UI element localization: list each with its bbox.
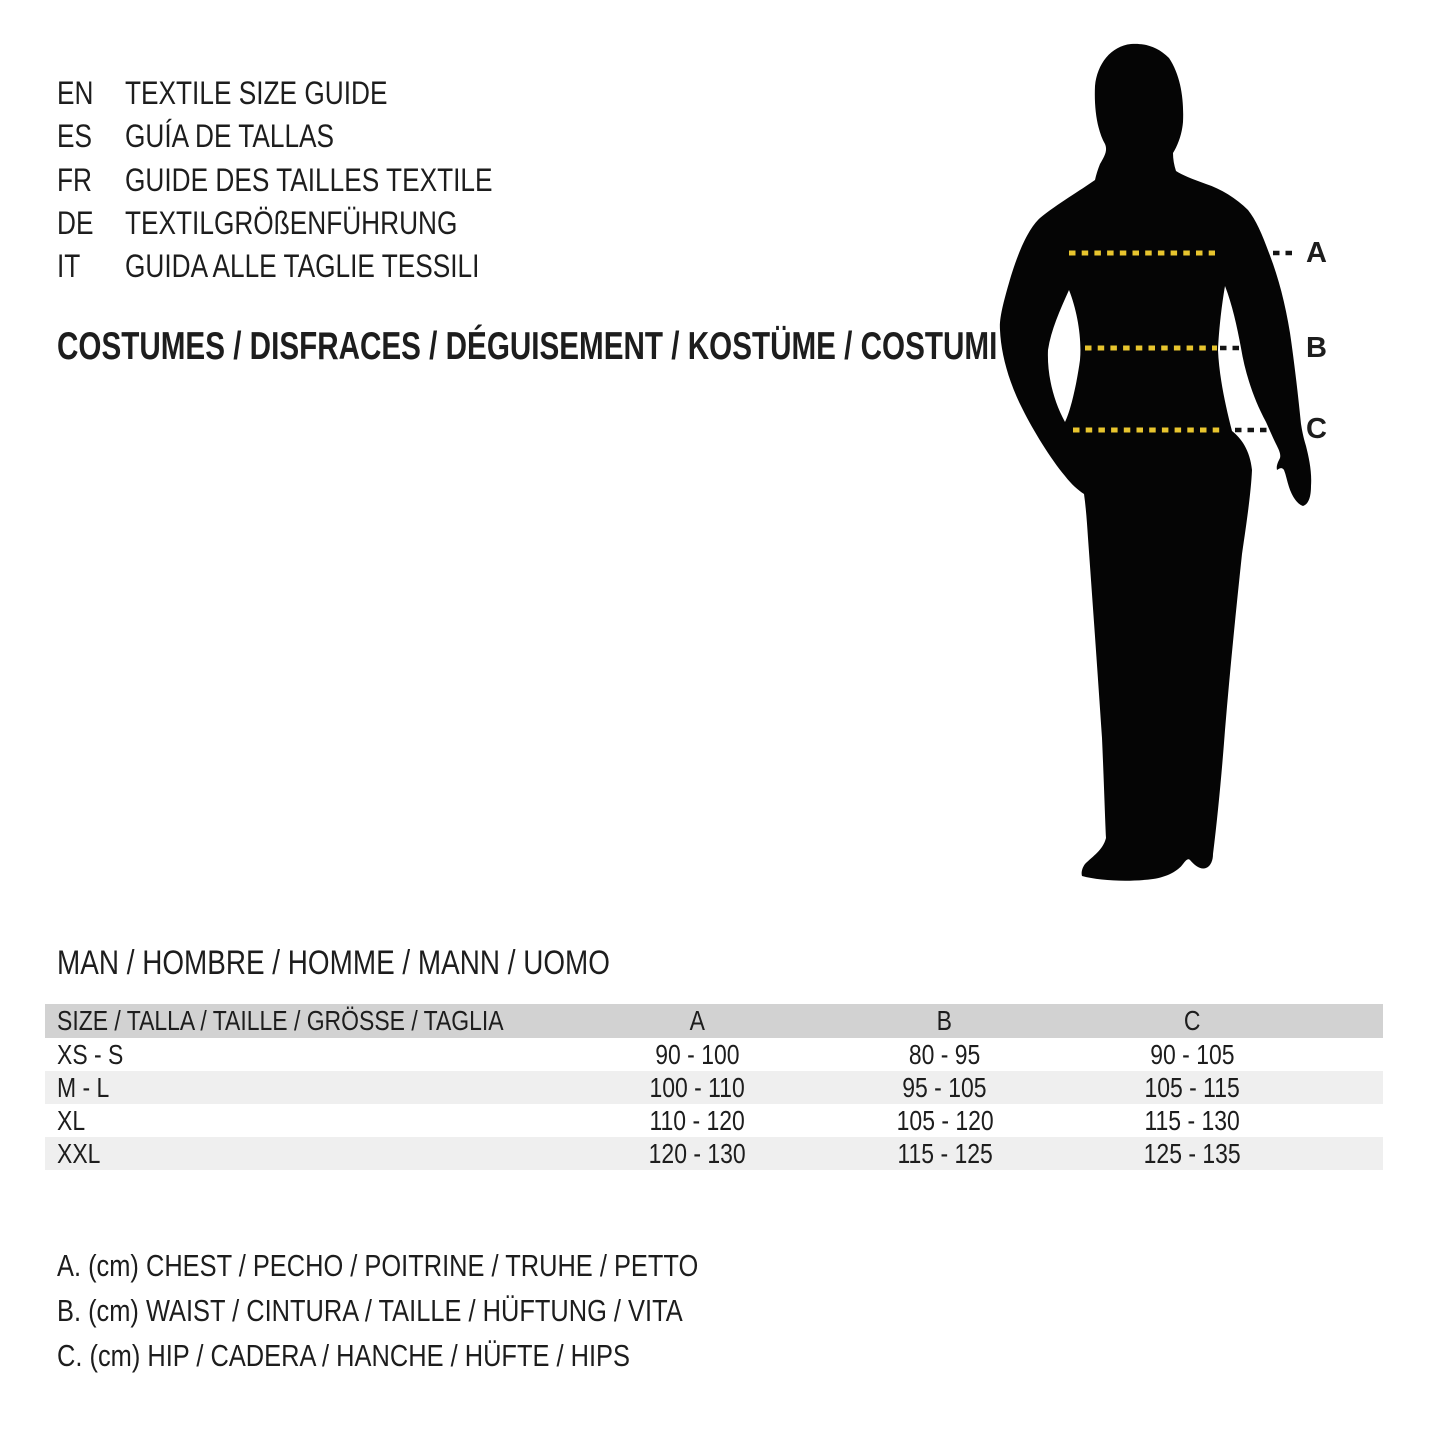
silhouette-body-shape <box>1000 44 1311 881</box>
language-title-it: GUIDA ALLE TAGLIE TESSILI <box>125 248 480 285</box>
language-guide-list <box>57 72 573 288</box>
footnote-chest-text: A. (cm) CHEST / PECHO / POITRINE / TRUHE / PETTO <box>57 1248 699 1283</box>
column-header-a: A <box>689 1005 705 1036</box>
size-column-header: SIZE / TALLA / TAILLE / GRÖSSE / TAGLIA <box>57 1005 504 1036</box>
language-row-it <box>57 245 573 288</box>
language-title-es: GUÍA DE TALLAS <box>125 118 335 155</box>
table-row-xxl <box>45 1137 1383 1170</box>
size-cell: XXL <box>57 1138 101 1169</box>
value-cell-a: 120 - 130 <box>648 1138 746 1169</box>
size-table-header-row <box>45 1004 1383 1038</box>
measurement-label-a: A <box>1306 237 1327 269</box>
language-title-en: TEXTILE SIZE GUIDE <box>125 75 388 111</box>
language-title-fr: GUIDE DES TAILLES TEXTILE <box>125 161 493 198</box>
language-code-en: EN <box>57 75 94 111</box>
language-row-es <box>57 115 573 158</box>
measurement-footnotes <box>57 1243 839 1378</box>
value-cell-b: 95 - 105 <box>902 1072 987 1103</box>
language-row-fr <box>57 159 573 202</box>
footnote-hip <box>57 1333 839 1378</box>
table-row-xl <box>45 1104 1383 1137</box>
column-header-b: B <box>937 1005 953 1036</box>
measurement-label-b: B <box>1306 332 1327 364</box>
size-cell: M - L <box>57 1072 110 1103</box>
value-cell-c: 115 - 130 <box>1144 1105 1240 1136</box>
table-row-xs-s <box>45 1038 1383 1071</box>
footnote-chest <box>57 1243 839 1288</box>
value-cell-b: 115 - 125 <box>897 1138 993 1169</box>
value-cell-a: 90 - 100 <box>655 1039 740 1070</box>
language-code-it: IT <box>57 248 81 285</box>
size-cell: XS - S <box>57 1039 124 1070</box>
footnote-waist-text: B. (cm) WAIST / CINTURA / TAILLE / HÜFTUNG / VITA <box>57 1293 683 1328</box>
language-row-de <box>57 202 573 245</box>
category-title-text: COSTUMES / DISFRACES / DÉGUISEMENT / KOSTÜME / COSTUMI <box>57 325 998 368</box>
value-cell-b: 105 - 120 <box>896 1105 994 1136</box>
language-code-fr: FR <box>57 161 92 198</box>
size-cell: XL <box>57 1105 86 1136</box>
value-cell-c: 125 - 135 <box>1143 1138 1241 1169</box>
column-header-c: C <box>1183 1005 1201 1036</box>
value-cell-c: 105 - 115 <box>1144 1072 1240 1103</box>
value-cell-a: 100 - 110 <box>649 1072 745 1103</box>
language-title-de: TEXTILGRÖßENFÜHRUNG <box>125 204 458 241</box>
measurement-label-c: C <box>1306 413 1327 445</box>
gender-heading-text: MAN / HOMBRE / HOMME / MANN / UOMO <box>57 944 610 982</box>
value-cell-a: 110 - 120 <box>649 1105 745 1136</box>
table-row-m-l <box>45 1071 1383 1104</box>
value-cell-b: 80 - 95 <box>909 1039 981 1070</box>
male-silhouette-figure <box>985 38 1330 913</box>
gender-heading <box>57 942 731 984</box>
footnote-waist <box>57 1288 839 1333</box>
value-cell-c: 90 - 105 <box>1150 1039 1235 1070</box>
language-code-de: DE <box>57 204 94 241</box>
language-code-es: ES <box>57 118 93 155</box>
language-row-en <box>57 72 573 115</box>
male-silhouette <box>985 38 1330 913</box>
footnote-hip-text: C. (cm) HIP / CADERA / HANCHE / HÜFTE / HIPS <box>57 1338 630 1373</box>
size-table <box>45 1004 1383 1170</box>
